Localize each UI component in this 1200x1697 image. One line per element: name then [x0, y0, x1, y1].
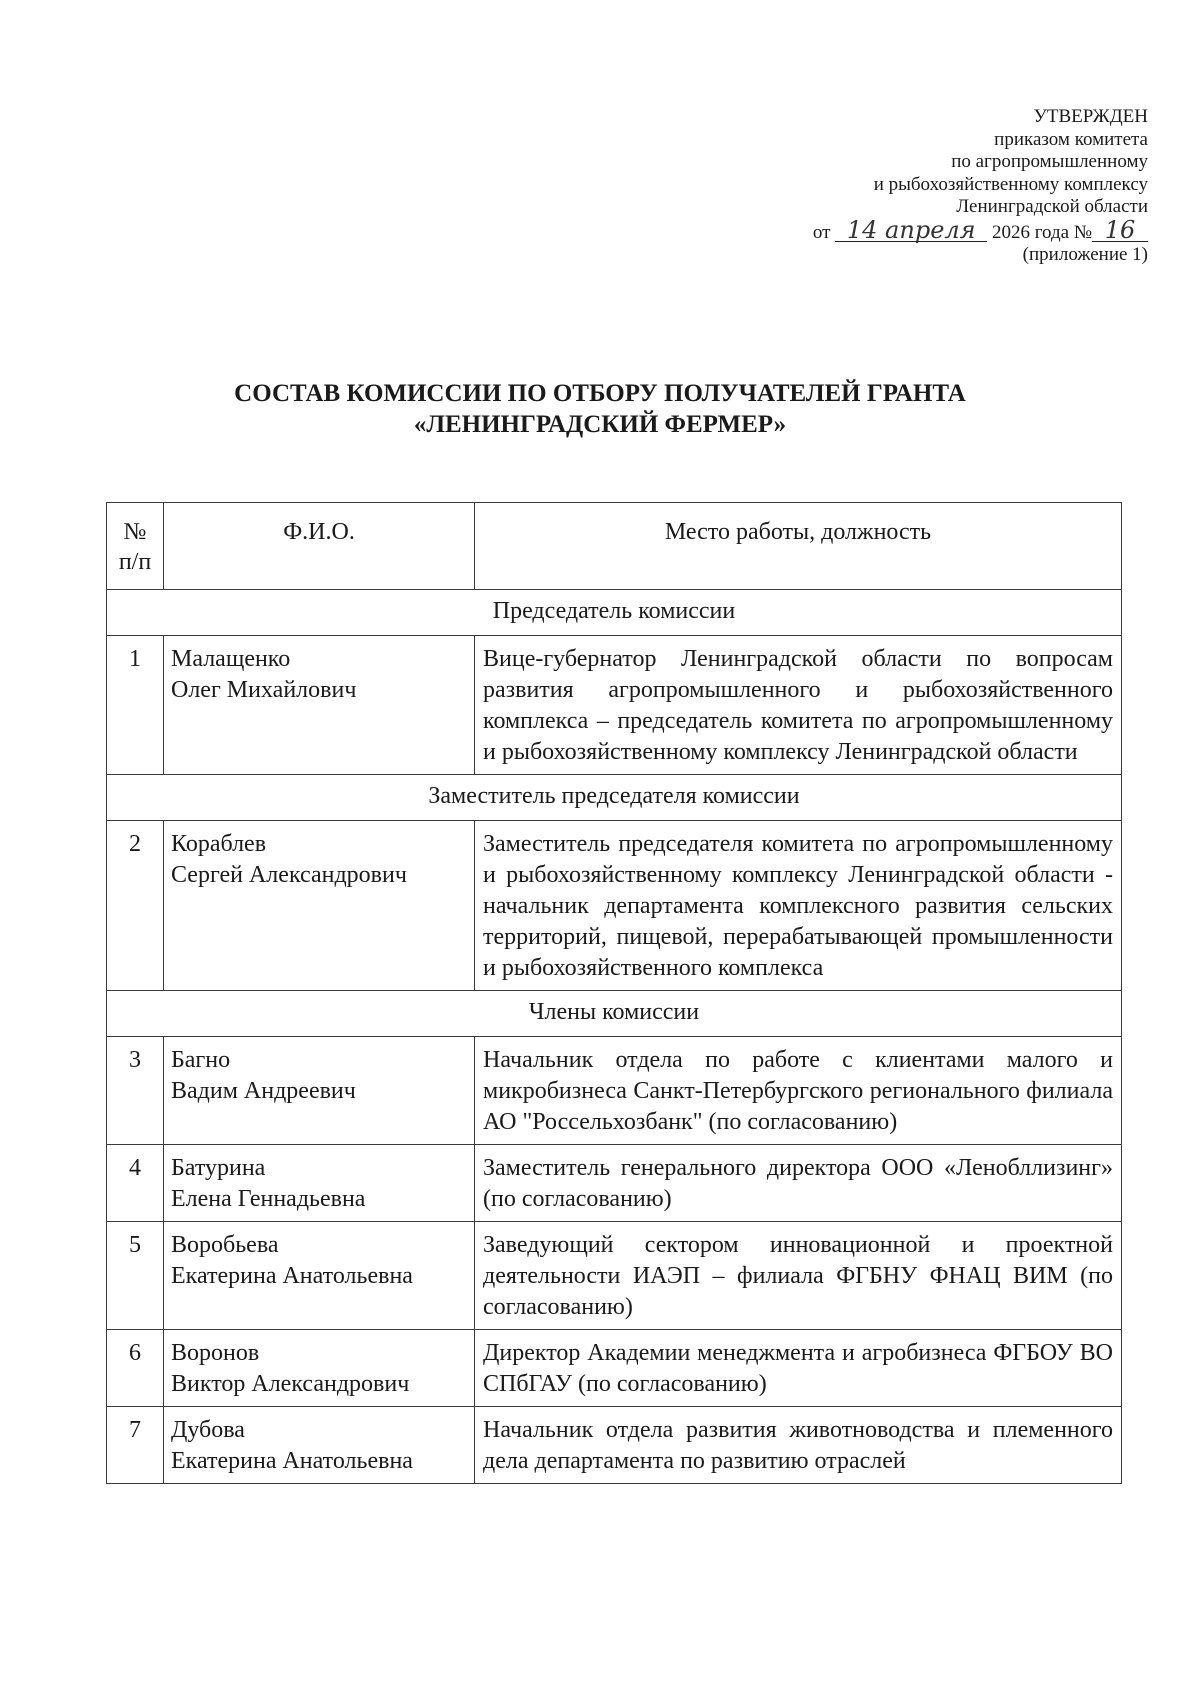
row-position: Заместитель председателя комитета по агропромышленному и рыбохозяйственному комплексу Ленинградской области - начальник департамента комплексного развития сельских территорий, пищевой, перерабатывающей промышленности и рыбохозяйственного комплекса — [475, 821, 1122, 991]
row-given-name: Сергей Александрович — [171, 862, 407, 888]
row-position: Директор Академии менеджмента и агробизнеса ФГБОУ ВО СПбГАУ (по согласованию) — [475, 1330, 1122, 1407]
table-row — [107, 1330, 1122, 1407]
approval-line-3: по агропромышленному — [951, 151, 1148, 172]
row-given-name: Елена Геннадьевна — [171, 1186, 366, 1212]
approval-date-line — [688, 215, 1148, 245]
title-line-1: СОСТАВ КОМИССИИ ПО ОТБОРУ ПОЛУЧАТЕЛЕЙ ГРАНТА — [234, 380, 966, 407]
approval-appendix: (приложение 1) — [1022, 244, 1148, 265]
row-name — [164, 636, 475, 775]
row-position: Заместитель генерального директора ООО «Ленобллизинг» (по согласованию) — [475, 1145, 1122, 1222]
row-num: 5 — [107, 1222, 164, 1330]
table-row — [107, 1222, 1122, 1330]
approval-line-5: Ленинградской области — [956, 196, 1148, 217]
row-num: 3 — [107, 1037, 164, 1145]
title-line-2: «ЛЕНИНГРАДСКИЙ ФЕРМЕР» — [413, 411, 787, 438]
approval-stamp — [688, 106, 1148, 267]
header-name: Ф.И.О. — [164, 503, 475, 590]
row-position: Начальник отдела развития животноводства и племенного дела департамента по развитию отраслей — [475, 1407, 1122, 1484]
handwritten-date: 14 апреля — [835, 219, 987, 242]
section-row — [107, 775, 1122, 821]
row-position: Начальник отдела по работе с клиентами малого и микробизнеса Санкт-Петербургского регионального филиала АО "Россельхозбанк" (по согласованию) — [475, 1037, 1122, 1145]
section-row — [107, 991, 1122, 1037]
approval-line-4: и рыбохозяйственному комплексу — [873, 173, 1148, 195]
row-given-name: Виктор Александрович — [171, 1371, 410, 1397]
table-row — [107, 821, 1122, 991]
row-name — [164, 1222, 475, 1330]
approval-year: 2026 года № — [991, 221, 1092, 243]
section-chairman: Председатель комиссии — [107, 590, 1122, 636]
row-given-name: Екатерина Анатольевна — [171, 1263, 413, 1289]
row-given-name: Екатерина Анатольевна — [171, 1448, 413, 1474]
table-row — [107, 1145, 1122, 1222]
row-given-name: Олег Михайлович — [171, 677, 357, 703]
row-num: 6 — [107, 1330, 164, 1407]
row-surname: Кораблев — [171, 831, 267, 857]
row-name — [164, 1145, 475, 1222]
row-name — [164, 1037, 475, 1145]
table-row — [107, 636, 1122, 775]
approval-from: от — [812, 221, 831, 243]
section-members: Члены комиссии — [107, 991, 1122, 1037]
row-surname: Батурина — [171, 1155, 266, 1181]
approval-line-1: УТВЕРЖДЕН — [1033, 106, 1148, 127]
table-row — [107, 1037, 1122, 1145]
section-row — [107, 590, 1122, 636]
row-surname: Воробьева — [171, 1232, 279, 1258]
row-name — [164, 1407, 475, 1484]
row-num: 1 — [107, 636, 164, 775]
row-surname: Малащенко — [171, 646, 291, 672]
row-num: 4 — [107, 1145, 164, 1222]
row-surname: Багно — [171, 1047, 231, 1073]
row-num: 7 — [107, 1407, 164, 1484]
row-num: 2 — [107, 821, 164, 991]
row-position: Заведующий сектором инновационной и проектной деятельности ИАЭП – филиала ФГБНУ ФНАЦ ВИМ (по согласованию) — [475, 1222, 1122, 1330]
row-name — [164, 1330, 475, 1407]
table-row — [107, 1407, 1122, 1484]
row-name — [164, 821, 475, 991]
row-surname: Воронов — [171, 1340, 260, 1366]
row-position: Вице-губернатор Ленинградской области по вопросам развития агропромышленного и рыбохозяйственного комплекса – председатель комитета по агропромышленному и рыбохозяйственному комплексу Ленинградской области — [475, 636, 1122, 775]
approval-line-2: приказом комитета — [994, 128, 1148, 150]
header-position: Место работы, должность — [475, 503, 1122, 590]
commission-table — [106, 502, 1122, 1484]
row-surname: Дубова — [171, 1417, 245, 1443]
section-deputy: Заместитель председателя комиссии — [107, 775, 1122, 821]
document-title — [0, 378, 1200, 440]
row-given-name: Вадим Андреевич — [171, 1078, 356, 1104]
header-num: № п/п — [107, 503, 164, 590]
handwritten-number: 16 — [1092, 219, 1148, 242]
table-header-row — [107, 503, 1122, 590]
